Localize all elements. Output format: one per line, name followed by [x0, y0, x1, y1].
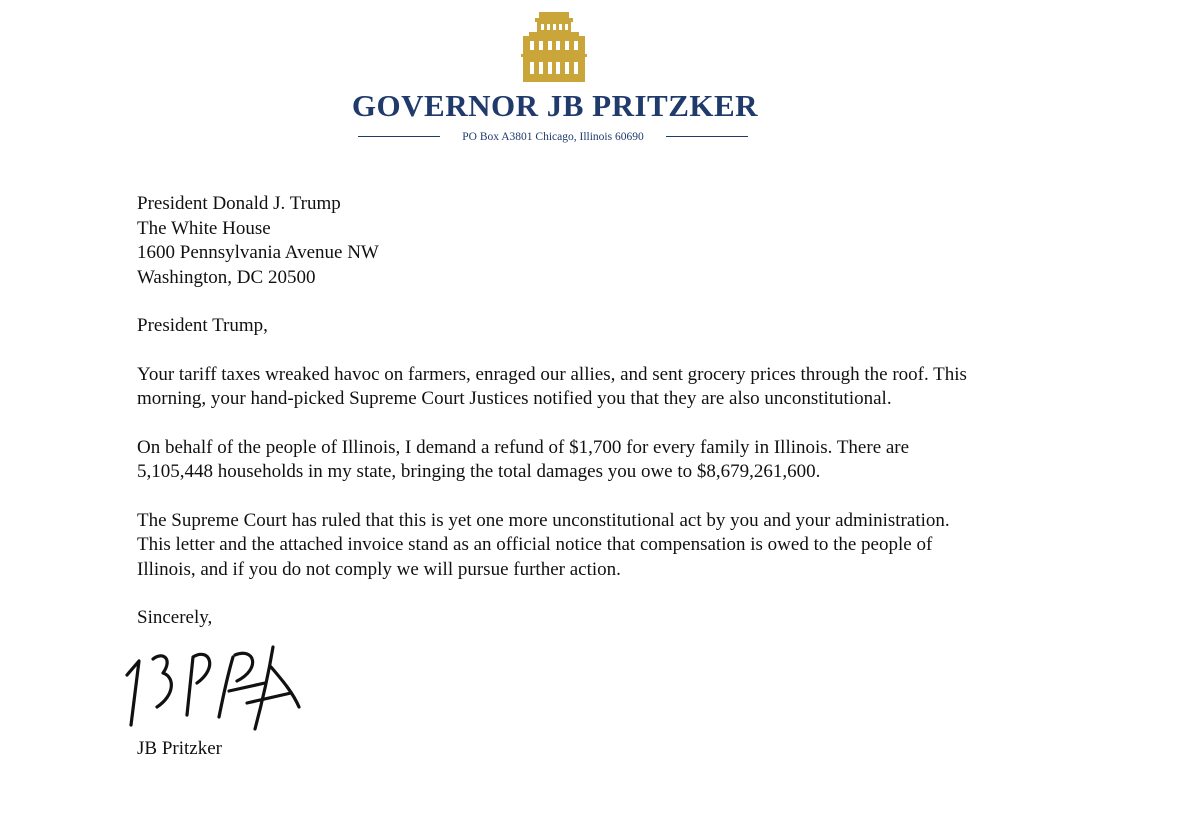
address-divider-left [358, 136, 440, 137]
letterhead-title: GOVERNOR JB PRITZKER [351, 88, 759, 123]
recipient-line: President Donald J. Trump [137, 193, 341, 214]
body-paragraph: The Supreme Court has ruled that this is yet one more unconstitutional act by you and your administration. This letter and the attached invoice stand as an official notice that compensation is owed to the people of Illinois, and if you do not comply we will pursue further action. [137, 509, 950, 580]
recipient-address-block [137, 192, 977, 290]
address-divider-right [666, 136, 748, 137]
letterhead-address-row [358, 128, 748, 146]
letterhead-address: PO Box A3801 Chicago, Illinois 60690 [462, 131, 644, 143]
handwritten-signature [123, 637, 303, 733]
recipient-line: 1600 Pennsylvania Avenue NW [137, 242, 379, 263]
body-paragraph: On behalf of the people of Illinois, I demand a refund of $1,700 for every family in Illinois. There are 5,105,448 households in my state, bringing the total damages you owe to $8,679,261,600. [137, 436, 910, 482]
recipient-line: The White House [137, 217, 271, 239]
salutation: President Trump, [137, 315, 268, 336]
signer-name: JB Pritzker [137, 737, 222, 759]
recipient-line: Washington, DC 20500 [137, 266, 316, 288]
capitol-building-icon [521, 10, 587, 84]
letter-body [137, 192, 977, 761]
closing: Sincerely, [137, 607, 213, 628]
body-paragraph: Your tariff taxes wreaked havoc on farmers, enraged our allies, and sent grocery prices through the roof. This morning, your hand-picked Supreme Court Justices notified you that they are also unconstitutional. [137, 363, 967, 409]
